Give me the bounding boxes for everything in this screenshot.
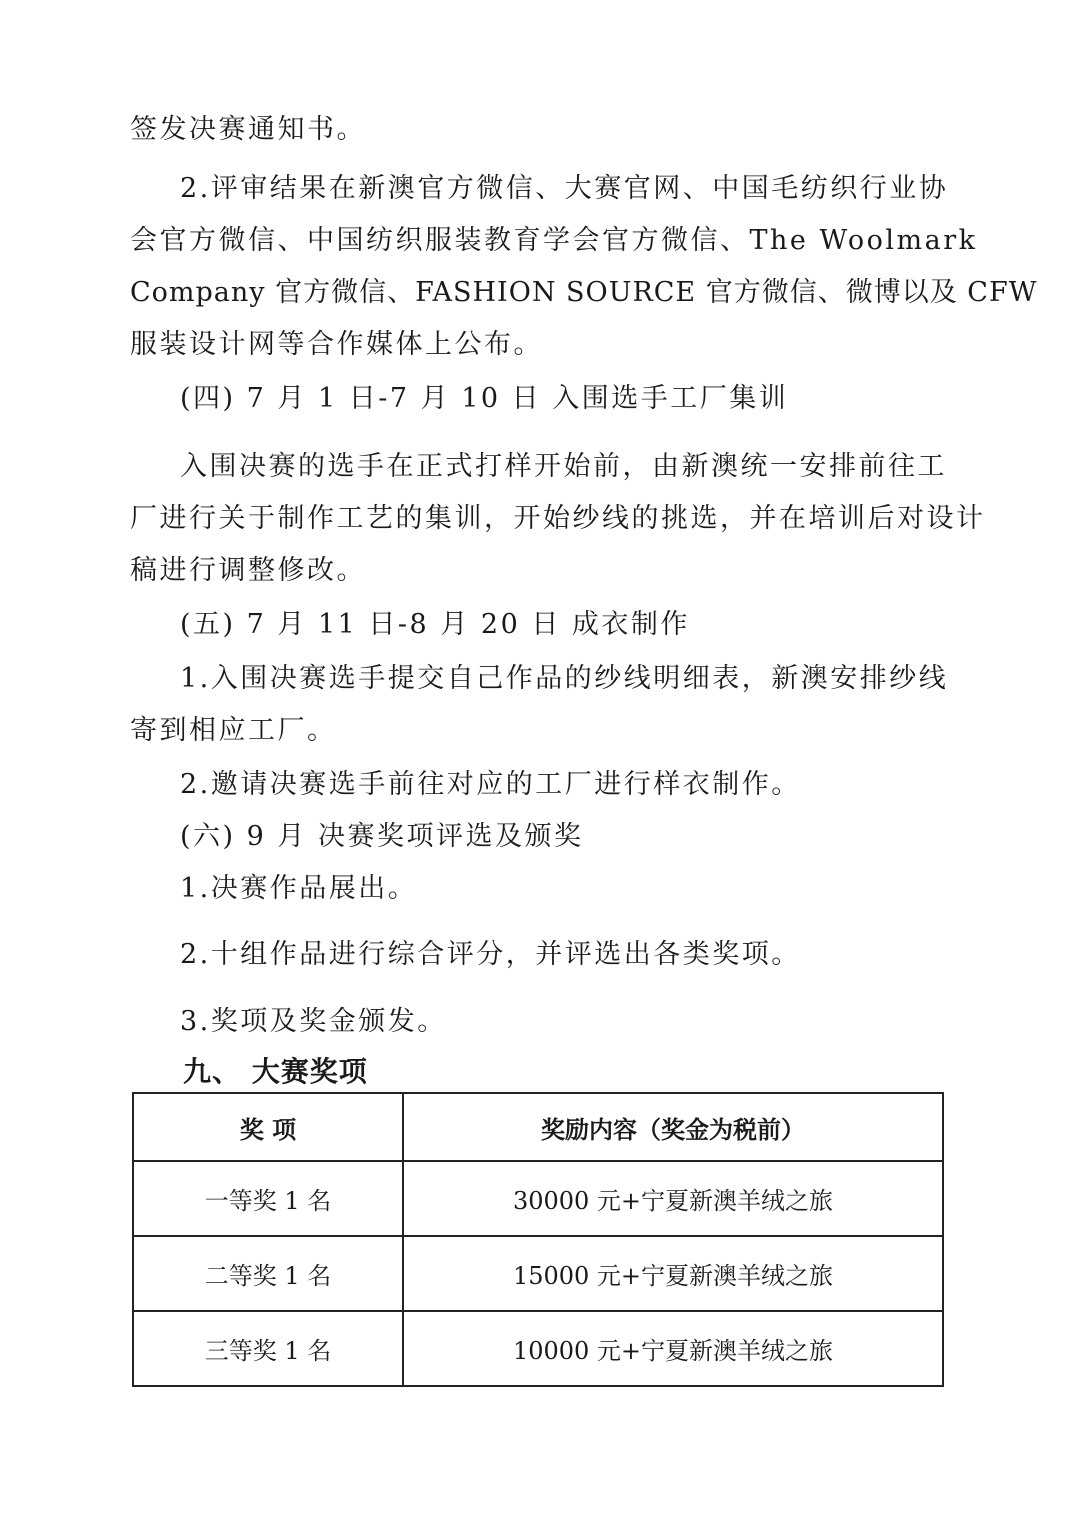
paragraph-line: Company 官方微信、FASHION SOURCE 官方微信、微博以及 CFW	[130, 277, 1038, 308]
section-subheading: (五) 7 月 11 日-8 月 20 日 成衣制作	[180, 609, 690, 640]
awards-table	[132, 1092, 944, 1387]
table-header-row	[133, 1093, 943, 1161]
paragraph-line: 2.十组作品进行综合评分，并评选出各类奖项。	[180, 939, 801, 970]
paragraph-line: 服装设计网等合作媒体上公布。	[130, 329, 543, 360]
award-name: 二等奖 1 名	[133, 1236, 403, 1311]
header-reward: 奖励内容（奖金为税前）	[403, 1093, 943, 1161]
award-name: 三等奖 1 名	[133, 1311, 403, 1386]
table-row	[133, 1236, 943, 1311]
paragraph-line: 厂进行关于制作工艺的集训，开始纱线的挑选，并在培训后对设计	[130, 503, 986, 534]
table-row	[133, 1161, 943, 1236]
paragraph-line: 2.邀请决赛选手前往对应的工厂进行样衣制作。	[180, 769, 801, 800]
award-name: 一等奖 1 名	[133, 1161, 403, 1236]
paragraph-line: 入围决赛的选手在正式打样开始前，由新澳统一安排前往工	[180, 451, 947, 482]
award-reward: 30000 元+宁夏新澳羊绒之旅	[403, 1161, 943, 1236]
table-row	[133, 1311, 943, 1386]
paragraph-line: 3.奖项及奖金颁发。	[180, 1006, 447, 1037]
paragraph-line: 稿进行调整修改。	[130, 555, 366, 586]
paragraph-line: 1.决赛作品展出。	[180, 873, 418, 904]
paragraph-line: 签发决赛通知书。	[130, 114, 366, 145]
header-award: 奖 项	[133, 1093, 403, 1161]
paragraph-line: 寄到相应工厂。	[130, 715, 337, 746]
section-heading: 九、 大赛奖项	[183, 1055, 368, 1088]
award-reward: 15000 元+宁夏新澳羊绒之旅	[403, 1236, 943, 1311]
section-subheading: (四) 7 月 1 日-7 月 10 日 入围选手工厂集训	[180, 383, 789, 414]
section-subheading: (六) 9 月 决赛奖项评选及颁奖	[180, 821, 584, 852]
paragraph-line: 2.评审结果在新澳官方微信、大赛官网、中国毛纺织行业协	[180, 173, 949, 204]
paragraph-line: 1.入围决赛选手提交自己作品的纱线明细表，新澳安排纱线	[180, 663, 949, 694]
award-reward: 10000 元+宁夏新澳羊绒之旅	[403, 1311, 943, 1386]
paragraph-line: 会官方微信、中国纺织服装教育学会官方微信、The Woolmark	[130, 225, 978, 256]
